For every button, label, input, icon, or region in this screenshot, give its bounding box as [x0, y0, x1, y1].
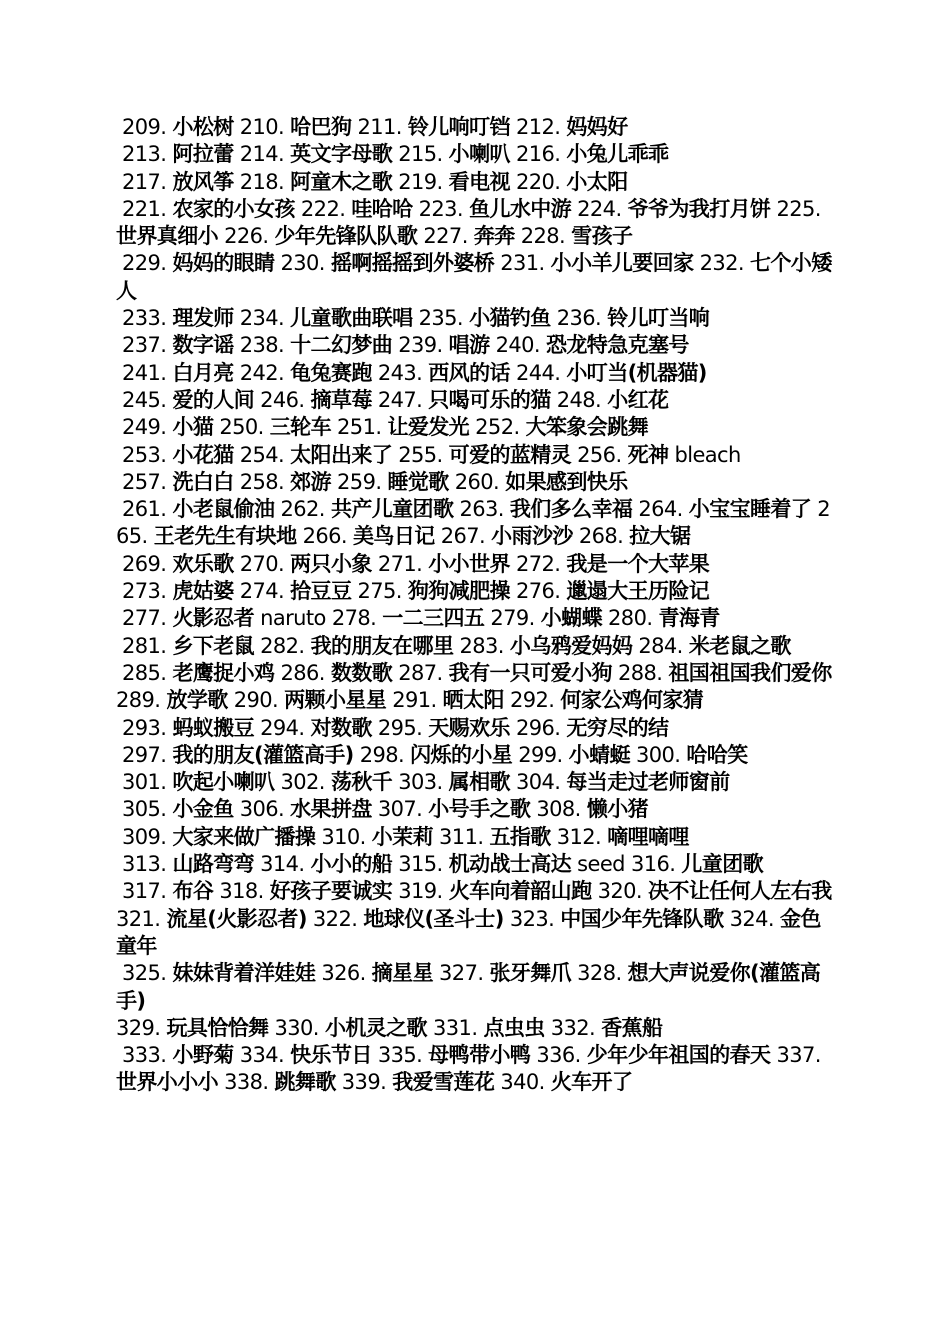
song-number: 323.: [509, 906, 555, 931]
song-title: 我是一个大苹果: [566, 551, 710, 576]
song-title: 少年先锋队队歌: [274, 224, 418, 249]
song-number: 331.: [433, 1015, 478, 1040]
song-number: 250.: [219, 415, 264, 440]
song-title: 太阳出来了: [290, 442, 393, 467]
song-title: 理发师: [172, 306, 234, 331]
song-number: 302.: [280, 770, 325, 795]
song-number: 270.: [239, 551, 285, 576]
song-number: 303.: [398, 770, 443, 795]
song-number: 256.: [577, 442, 622, 467]
song-title: 我有一只可爱小狗: [448, 660, 612, 685]
song-title: 快乐节日: [290, 1043, 372, 1068]
song-title: 看电视: [448, 169, 510, 194]
song-number: 318.: [219, 879, 264, 904]
song-number: 271.: [377, 551, 423, 576]
song-title: 美鸟日记: [353, 524, 435, 549]
song-title: 拉大锯: [629, 524, 691, 549]
song-title: 小花猫: [172, 442, 234, 467]
song-title: 祖国祖国我们爱你: [668, 660, 832, 685]
song-title: 死神: [627, 442, 669, 467]
song-title-latin-suffix: naruto: [260, 606, 326, 631]
song-title: 世界小小小: [116, 1070, 218, 1095]
song-number: 246.: [260, 387, 305, 412]
song-title: 两只小象: [290, 551, 372, 576]
song-number: 333.: [122, 1043, 167, 1068]
song-title: 小老鼠偷油: [172, 497, 275, 522]
song-title: 英文字母歌: [290, 142, 393, 167]
song-title: 妹妹背着洋娃娃: [172, 961, 316, 986]
song-title: 农家的小女孩: [172, 196, 295, 221]
song-title-latin-suffix: bleach: [674, 442, 741, 467]
song-number: 293.: [122, 715, 167, 740]
song-list-paragraph: [116, 360, 838, 387]
song-list-paragraph: [116, 1042, 838, 1097]
song-number: 216.: [515, 142, 561, 167]
song-number: 338.: [224, 1070, 269, 1095]
song-title: 三轮车: [269, 415, 331, 440]
song-title: 两颗小星星: [284, 688, 387, 713]
song-title: 张牙舞爪: [489, 961, 572, 986]
song-number: 245.: [122, 387, 167, 412]
song-title: 好孩子要诚实: [269, 879, 393, 904]
song-title: 小号手之歌: [428, 797, 531, 822]
song-title: 如果感到快乐: [505, 469, 628, 494]
song-number: 282.: [260, 633, 305, 658]
song-number: 268.: [578, 524, 624, 549]
song-number: 209.: [122, 115, 167, 139]
song-number: 283.: [459, 633, 504, 658]
song-title: 决不让任何人左右我: [648, 879, 832, 904]
song-list-paragraph: [116, 633, 838, 660]
song-title: 王老先生有块地: [153, 524, 297, 549]
song-list-paragraph: [116, 715, 838, 742]
song-list-paragraph: [116, 824, 838, 851]
song-title: 一二三四五: [382, 606, 485, 631]
song-list-paragraph: [116, 196, 838, 251]
song-list-paragraph: [116, 796, 838, 823]
song-title: 火车开了: [550, 1070, 633, 1095]
song-number: 336.: [536, 1043, 581, 1068]
song-title: 只喝可乐的猫: [428, 387, 551, 412]
song-title: 摇啊摇摇到外婆桥: [330, 251, 495, 276]
song-title: 对数歌: [310, 715, 372, 740]
song-title: 洗白白: [172, 469, 234, 494]
song-number: 327.: [439, 961, 484, 986]
song-number: 262.: [280, 497, 325, 522]
song-number: 261.: [122, 497, 167, 522]
song-number: 267.: [440, 524, 486, 549]
song-number: 244.: [515, 360, 561, 385]
song-number: 248.: [556, 387, 602, 412]
song-number: 237.: [122, 333, 167, 358]
song-number: 272.: [515, 551, 561, 576]
song-number: 273.: [122, 579, 167, 604]
song-number: 281.: [122, 633, 167, 658]
song-title: 小兔儿乖乖: [566, 142, 669, 167]
song-list-paragraph: [116, 605, 838, 632]
song-number: 308.: [536, 797, 581, 822]
song-list-paragraph: [116, 141, 838, 168]
song-title: 小宝宝睡着了: [688, 497, 812, 522]
song-number: 266.: [302, 524, 347, 549]
song-number: 292.: [509, 688, 555, 713]
song-title: 虎姑婆: [172, 579, 234, 604]
song-title: 哇哈哈: [351, 196, 413, 221]
song-title: 哈巴狗: [290, 115, 352, 139]
song-number: 286.: [280, 660, 325, 685]
song-number: 232.: [699, 251, 744, 276]
song-list-paragraph: [116, 878, 838, 960]
song-list-paragraph: [116, 442, 838, 469]
song-number: 330.: [274, 1015, 319, 1040]
song-number: 252.: [475, 415, 520, 440]
song-title: 少年少年祖国的春天: [586, 1043, 771, 1068]
song-list-paragraph: [116, 769, 838, 796]
song-title: 每当走过老师窗前: [566, 770, 730, 795]
song-title: 吹起小喇叭: [172, 770, 275, 795]
song-title: 唱游: [448, 333, 490, 358]
song-title: 妈妈的眼睛: [172, 251, 275, 276]
song-title: 金色童年: [116, 906, 821, 958]
song-number: 219.: [398, 169, 443, 194]
song-number: 334.: [239, 1043, 285, 1068]
song-title: 晒太阳: [442, 688, 504, 713]
song-number: 258.: [239, 469, 285, 494]
song-list-paragraph: [116, 1015, 838, 1042]
song-list-paragraph: [116, 578, 838, 605]
song-title: 小松树: [172, 115, 234, 139]
song-number: 253.: [122, 442, 167, 467]
song-number: 222.: [300, 196, 346, 221]
song-list-paragraph: [116, 851, 838, 878]
song-title: 我们多么幸福: [509, 497, 633, 522]
song-number: 239.: [398, 333, 443, 358]
song-title: 小红花: [607, 387, 669, 412]
song-title: 小太阳: [566, 169, 628, 194]
song-title: 放学歌: [166, 688, 228, 713]
song-number: 218.: [239, 169, 285, 194]
song-title: 龟兔赛跑: [290, 360, 372, 385]
song-title: 大家来做广播操: [172, 824, 316, 849]
song-number: 314.: [260, 852, 305, 877]
song-title: 小猫钓鱼: [469, 306, 551, 331]
song-number: 310.: [321, 824, 366, 849]
song-number: 289.: [116, 688, 161, 713]
song-title: 睡觉歌: [387, 469, 449, 494]
song-number: 221.: [122, 196, 167, 221]
song-title: 玩具恰恰舞: [166, 1015, 269, 1040]
song-title: 老鹰捉小鸡: [172, 660, 275, 685]
song-title: 母鸭带小鸭: [428, 1043, 531, 1068]
song-number: 251.: [337, 415, 382, 440]
song-number: 264.: [638, 497, 683, 522]
song-number: 277.: [122, 606, 167, 631]
song-number: 287.: [398, 660, 443, 685]
song-title: 跳舞歌: [274, 1070, 336, 1095]
song-title: 小小羊儿要回家: [550, 251, 694, 276]
song-title: 放风筝: [172, 169, 234, 194]
song-number: 288.: [617, 660, 663, 685]
song-title: 我爱雪莲花: [392, 1070, 495, 1095]
song-title: 妈妈好: [566, 115, 628, 139]
song-title: 布谷: [172, 879, 214, 904]
song-number: 320.: [597, 879, 642, 904]
song-number: 217.: [122, 169, 167, 194]
song-title: 五指歌: [489, 824, 551, 849]
song-number: 316.: [630, 852, 676, 877]
song-list-paragraph: [116, 469, 838, 496]
song-title: 铃儿叮当响: [607, 306, 710, 331]
song-number: 278.: [331, 606, 377, 631]
song-number: 319.: [398, 879, 443, 904]
song-number: 225.: [776, 196, 821, 221]
song-number: 274.: [239, 579, 285, 604]
song-title: 大笨象会跳舞: [525, 415, 649, 440]
song-number: 226.: [224, 224, 269, 249]
song-number: 234.: [239, 306, 285, 331]
song-list-paragraph: [116, 114, 838, 141]
song-title: 属相歌: [448, 770, 510, 795]
song-title: 阿童木之歌: [290, 169, 393, 194]
song-number: 301.: [122, 770, 167, 795]
song-title: 奔奔: [473, 224, 515, 249]
song-list-paragraph: [116, 332, 838, 359]
song-title: 想大声说爱你(灌篮高手): [116, 961, 821, 1013]
song-number: 220.: [515, 169, 561, 194]
song-number: 322.: [312, 906, 358, 931]
song-title: 小机灵之歌: [324, 1015, 427, 1040]
song-title: 地球仪(圣斗士): [363, 906, 504, 931]
song-number: 304.: [515, 770, 561, 795]
song-title: 邋遢大王历险记: [566, 579, 710, 604]
song-title: 机动战士高达: [448, 852, 572, 877]
song-title: 小喇叭: [448, 142, 510, 167]
song-title: 荡秋千: [330, 770, 393, 795]
song-number: 321.: [116, 906, 161, 931]
song-number: 265.: [116, 497, 831, 549]
song-title: 小小的船: [310, 852, 393, 877]
song-list-paragraph: [116, 496, 838, 551]
document-page: [116, 114, 838, 1097]
song-title: 白月亮: [172, 360, 234, 385]
song-title: 共产儿童团歌: [330, 497, 454, 522]
song-title: 数字谣: [172, 333, 234, 358]
song-number: 269.: [122, 551, 167, 576]
song-number: 240.: [495, 333, 540, 358]
song-title: 青海青: [658, 606, 720, 631]
song-number: 229.: [122, 251, 167, 276]
song-number: 236.: [556, 306, 602, 331]
song-number: 285.: [122, 660, 167, 685]
song-title: 阿拉蕾: [172, 142, 234, 167]
song-number: 210.: [239, 115, 285, 139]
song-number: 215.: [398, 142, 443, 167]
song-title: 小猫: [172, 415, 214, 440]
song-title: 懒小猪: [586, 797, 648, 822]
song-number: 243.: [377, 360, 423, 385]
song-title: 世界真细小: [116, 224, 218, 249]
song-number: 339.: [341, 1070, 387, 1095]
song-number: 259.: [337, 469, 382, 494]
song-number: 276.: [515, 579, 561, 604]
song-title: 爱的人间: [172, 387, 255, 412]
song-title: 点虫虫: [483, 1015, 545, 1040]
song-title: 铃儿响叮铛: [407, 115, 510, 139]
song-number: 275.: [357, 579, 402, 604]
song-number: 284.: [638, 633, 683, 658]
song-list-paragraph: [116, 250, 838, 305]
song-list-paragraph: [116, 660, 838, 715]
song-number: 211.: [357, 115, 402, 139]
song-number: 307.: [377, 797, 423, 822]
song-number: 298.: [359, 742, 405, 767]
song-title: 狗狗减肥操: [407, 579, 510, 604]
song-title: 火车向着韶山跑: [448, 879, 592, 904]
song-number: 295.: [377, 715, 423, 740]
song-number: 230.: [280, 251, 325, 276]
song-list-paragraph: [116, 169, 838, 196]
song-title: 拾豆豆: [290, 579, 352, 604]
song-number: 313.: [122, 852, 167, 877]
song-number: 235.: [418, 306, 463, 331]
song-title: 郊游: [290, 469, 331, 494]
song-number: 247.: [377, 387, 423, 412]
song-number: 305.: [122, 797, 167, 822]
song-list-paragraph: [116, 387, 838, 414]
song-number: 294.: [260, 715, 305, 740]
song-number: 290.: [233, 688, 279, 713]
song-title: 天赐欢乐: [428, 715, 510, 740]
song-number: 325.: [122, 961, 167, 986]
song-number: 242.: [239, 360, 285, 385]
song-number: 297.: [122, 742, 167, 767]
song-title: 小野菊: [172, 1043, 234, 1068]
song-title: 香蕉船: [601, 1015, 663, 1040]
song-number: 212.: [515, 115, 561, 139]
song-number: 329.: [116, 1015, 161, 1040]
song-title: 小小世界: [428, 551, 510, 576]
song-number: 306.: [239, 797, 285, 822]
song-number: 228.: [520, 224, 566, 249]
song-number: 328.: [577, 961, 622, 986]
song-title: 爷爷为我打月饼: [627, 196, 771, 221]
song-title: 我的朋友在哪里: [310, 633, 454, 658]
song-title: 流星(火影忍者): [166, 906, 307, 931]
song-number: 263.: [459, 497, 504, 522]
song-title: 小雨沙沙: [491, 524, 573, 549]
song-number: 238.: [239, 333, 285, 358]
song-list-paragraph: [116, 551, 838, 578]
song-title: 闪烁的小星: [410, 742, 513, 767]
song-title: 鱼儿水中游: [469, 196, 572, 221]
song-number: 279.: [490, 606, 535, 631]
song-title: 小茉莉: [371, 824, 433, 849]
song-list-paragraph: [116, 414, 838, 441]
song-number: 335.: [377, 1043, 423, 1068]
song-title: 儿童歌曲联唱: [290, 306, 413, 331]
song-list-paragraph: [116, 960, 838, 1015]
song-title: 摘星星: [371, 961, 433, 986]
song-title: 中国少年先锋队歌: [560, 906, 724, 931]
song-number: 223.: [418, 196, 463, 221]
song-title: 我的朋友(灌篮高手): [172, 742, 354, 767]
song-number: 296.: [515, 715, 561, 740]
song-title: 十二幻梦曲: [290, 333, 393, 358]
song-number: 227.: [423, 224, 468, 249]
song-title: 儿童团歌: [681, 852, 764, 877]
song-number: 255.: [398, 442, 443, 467]
song-number: 324.: [729, 906, 774, 931]
song-title: 西风的话: [428, 360, 510, 385]
song-title: 小蝴蝶: [540, 606, 602, 631]
song-number: 326.: [321, 961, 366, 986]
song-number: 299.: [518, 742, 563, 767]
song-number: 312.: [556, 824, 602, 849]
song-title: 欢乐歌: [172, 551, 234, 576]
song-number: 332.: [550, 1015, 596, 1040]
song-title: 无穷尽的结: [566, 715, 669, 740]
song-number: 315.: [398, 852, 443, 877]
song-number: 337.: [776, 1043, 821, 1068]
song-title: 恐龙特急克塞号: [546, 333, 689, 358]
song-number: 249.: [122, 415, 167, 440]
song-number: 214.: [239, 142, 285, 167]
song-title: 乡下老鼠: [172, 633, 255, 658]
song-title: 让爱发光: [387, 415, 470, 440]
song-title: 小叮当(机器猫): [566, 360, 707, 385]
song-title: 小蜻蜓: [568, 742, 630, 767]
song-title: 摘草莓: [310, 387, 372, 412]
song-number: 317.: [122, 879, 167, 904]
song-number: 224.: [577, 196, 622, 221]
song-number: 280.: [608, 606, 653, 631]
song-title: 七个小矮人: [116, 251, 832, 303]
song-title: 雪孩子: [571, 224, 633, 249]
song-number: 311.: [439, 824, 484, 849]
song-number: 233.: [122, 306, 167, 331]
song-list-paragraph: [116, 742, 838, 769]
song-title: 小乌鸦爱妈妈: [509, 633, 633, 658]
song-number: 241.: [122, 360, 167, 385]
song-number: 291.: [392, 688, 437, 713]
song-title: 蚂蚁搬豆: [172, 715, 255, 740]
song-title-latin-suffix: seed: [577, 852, 625, 877]
song-title: 小金鱼: [172, 797, 234, 822]
song-list-paragraph: [116, 305, 838, 332]
song-number: 231.: [500, 251, 545, 276]
song-title: 山路弯弯: [172, 852, 255, 877]
song-title: 数数歌: [330, 660, 393, 685]
song-title: 可爱的蓝精灵: [448, 442, 572, 467]
song-title: 何家公鸡何家猜: [560, 688, 704, 713]
song-title: 火影忍者: [172, 606, 255, 631]
song-title: 嘀哩嘀哩: [607, 824, 689, 849]
song-title: 水果拼盘: [290, 797, 372, 822]
song-number: 257.: [122, 469, 167, 494]
song-title: 米老鼠之歌: [688, 633, 791, 658]
song-number: 254.: [239, 442, 285, 467]
song-number: 213.: [122, 142, 167, 167]
song-number: 340.: [500, 1070, 545, 1095]
song-number: 300.: [635, 742, 681, 767]
song-number: 309.: [122, 824, 167, 849]
song-title: 哈哈笑: [686, 742, 748, 767]
song-number: 260.: [454, 469, 500, 494]
